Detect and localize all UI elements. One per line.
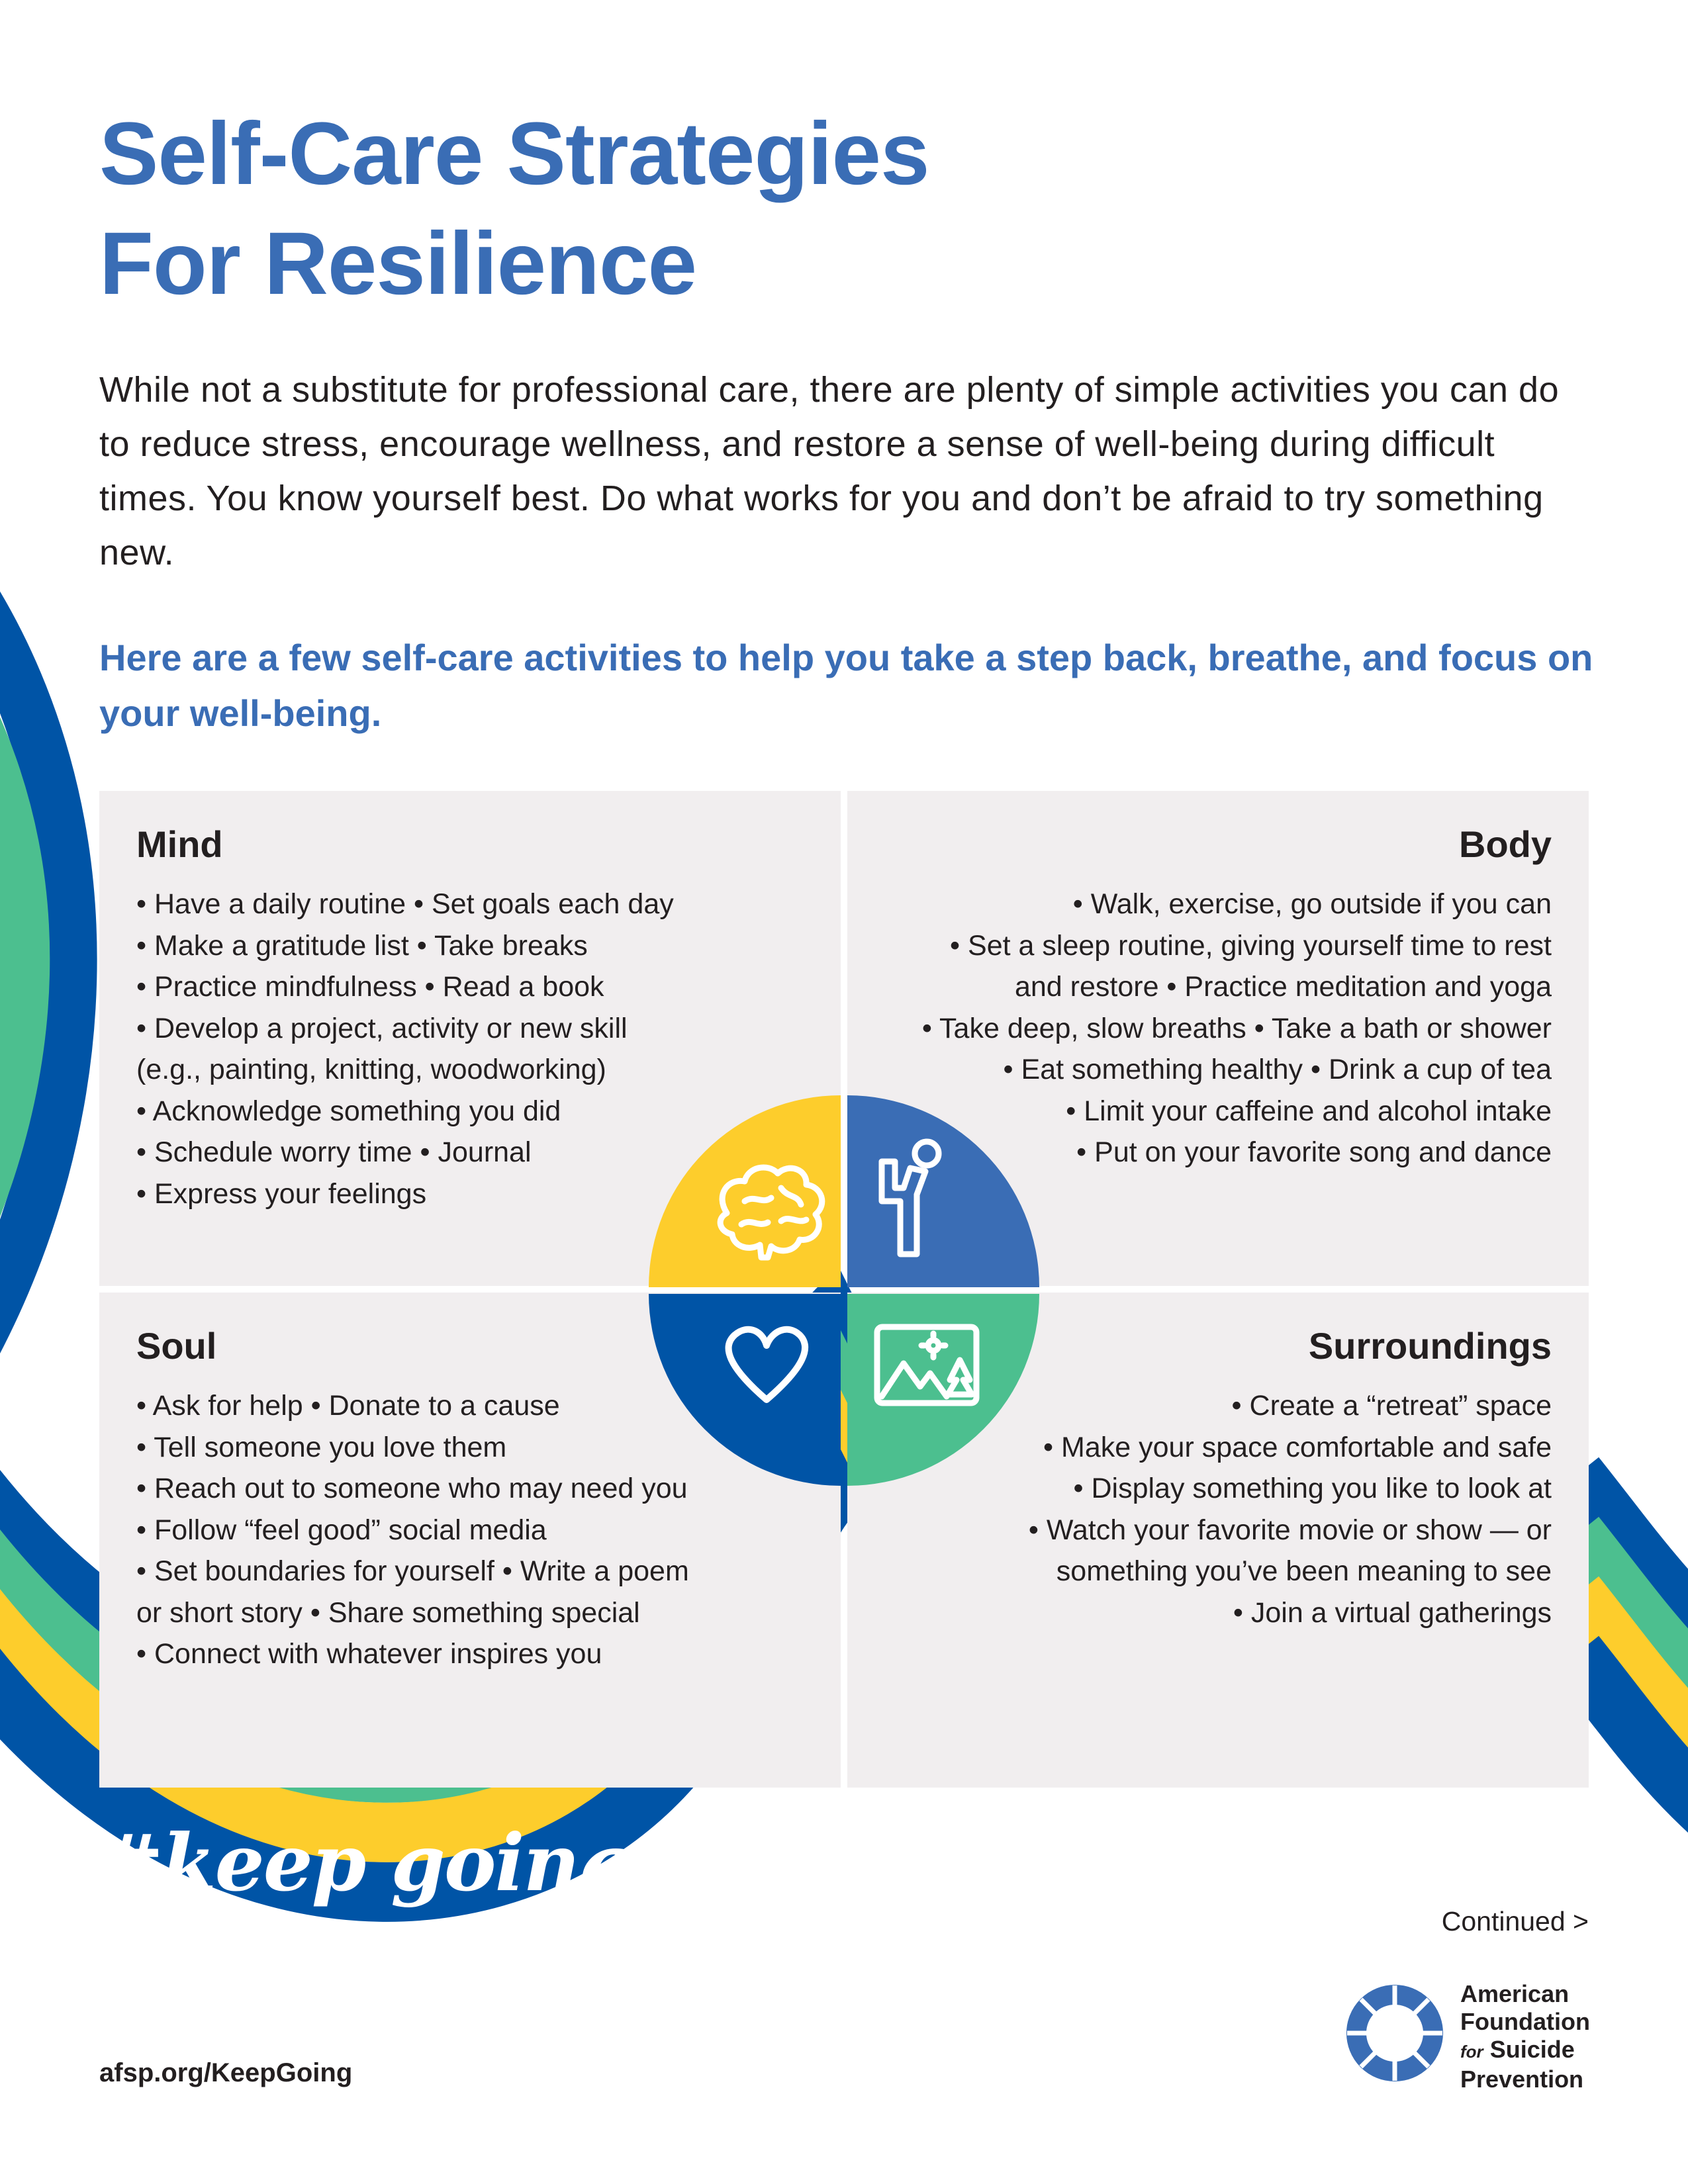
list-item: • Schedule worry time • Journal [136, 1136, 532, 1168]
list-item: • Display something you like to look at [1073, 1473, 1552, 1504]
afsp-lifebuoy-logo [1344, 1982, 1446, 2084]
organization-name [1460, 1980, 1590, 2093]
list-item: • Have a daily routine • Set goals each day [136, 888, 674, 920]
list-item: • Connect with whatever inspires you [136, 1638, 602, 1670]
intro-paragraph: While not a substitute for professional care, there are plenty of simple activities you can do to reduce stress, encourage wellness, and restore a sense of well-being during difficult times. You know yourself best. Do what works for you and don’t be afraid to try something new. [99, 370, 1560, 572]
footer-url[interactable]: afsp.org/KeepGoing [99, 2058, 353, 2087]
surroundings-title: Surroundings [1308, 1325, 1552, 1367]
list-item: and restore • Practice meditation and yoga [1014, 971, 1552, 1003]
list-item: • Express your feelings [136, 1177, 427, 1210]
soul-quadrant [649, 1294, 841, 1486]
list-item: • Practice mindfulness • Read a book [136, 971, 604, 1003]
mind-list [136, 884, 674, 1214]
list-item: • Set boundaries for yourself • Write a poem [136, 1555, 689, 1587]
org-line-4: Prevention [1460, 2066, 1584, 2093]
list-item: • Ask for help • Donate to a cause [136, 1390, 560, 1422]
list-item: • Acknowledge something you did [136, 1095, 561, 1127]
list-item: • Follow “feel good” social media [136, 1514, 547, 1546]
surroundings-list [1029, 1385, 1552, 1633]
continued-link[interactable]: Continued > [1441, 1906, 1589, 1936]
list-item: something you’ve been meaning to see [1056, 1555, 1552, 1587]
list-item: • Make a gratitude list • Take breaks [136, 929, 588, 962]
title-line-1: Self-Care Strategies [99, 105, 929, 203]
org-line-1: American [1460, 1980, 1570, 2007]
body-quadrant [847, 1095, 1039, 1287]
list-item: • Make your space comfortable and safe [1043, 1431, 1552, 1463]
list-item: • Put on your favorite song and dance [1076, 1136, 1552, 1168]
org-line-3: Suicide [1489, 2036, 1575, 2063]
list-item: • Tell someone you love them [136, 1431, 507, 1463]
list-item: • Watch your favorite movie or show — or [1028, 1514, 1552, 1546]
body-title: Body [1459, 823, 1552, 865]
list-item: or short story • Share something special [136, 1596, 640, 1629]
list-item: • Walk, exercise, go outside if you can [1072, 888, 1552, 920]
list-item: • Join a virtual gatherings [1233, 1596, 1552, 1629]
list-item: • Limit your caffeine and alcohol intake [1066, 1095, 1552, 1127]
quadrant-circle [649, 1095, 1039, 1486]
page-title [99, 99, 929, 319]
lead-paragraph: Here are a few self-care activities to help you take a step back, breathe, and focus on your well-being. [99, 637, 1593, 734]
soul-list [136, 1385, 689, 1675]
org-line-2: Foundation [1460, 2008, 1590, 2035]
list-item: • Create a “retreat” space [1231, 1390, 1552, 1422]
list-item: • Eat something healthy • Drink a cup of tea [1003, 1054, 1552, 1085]
title-line-2: For Resilience [99, 214, 697, 313]
keep-going-hashtag: #keep going [98, 1817, 632, 1909]
mind-quadrant [649, 1095, 841, 1287]
org-for: for [1460, 2042, 1483, 2062]
list-item: • Take deep, slow breaths • Take a bath or shower [921, 1012, 1552, 1044]
soul-title: Soul [136, 1325, 217, 1367]
mind-title: Mind [136, 823, 223, 865]
list-item: (e.g., painting, knitting, woodworking) [136, 1054, 606, 1085]
list-item: • Set a sleep routine, giving yourself time to rest [950, 929, 1552, 962]
list-item: • Develop a project, activity or new skill [136, 1012, 628, 1044]
list-item: • Reach out to someone who may need you [136, 1473, 688, 1504]
